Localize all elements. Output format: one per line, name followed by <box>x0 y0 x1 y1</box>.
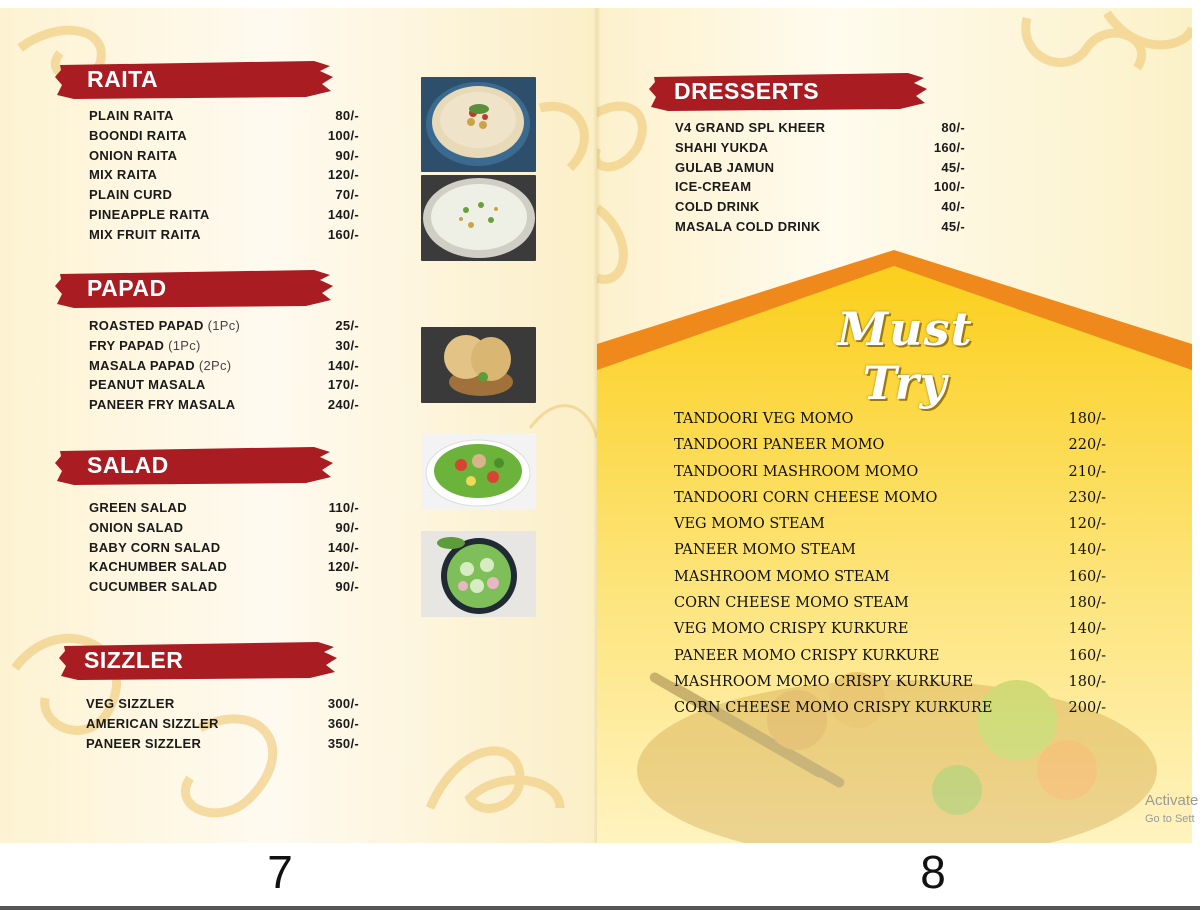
item-name: VEG SIZZLER <box>86 696 175 711</box>
item-price: 160/- <box>327 226 359 242</box>
item-name: VEG MOMO CRISPY KURKURE <box>674 621 909 638</box>
item-price: 140/- <box>1068 542 1106 559</box>
item-name: ONION RAITA <box>89 147 178 163</box>
item-name: BOONDI RAITA <box>89 127 187 143</box>
list-item <box>674 674 1106 700</box>
item-price: 220/- <box>1068 437 1106 454</box>
item-name: MASALA COLD DRINK <box>675 218 821 234</box>
section-banner-raita <box>54 57 334 101</box>
list-item <box>674 595 1106 621</box>
list-item <box>89 318 359 338</box>
papad-photo <box>421 327 536 403</box>
item-name: ICE-CREAM <box>675 179 752 195</box>
list-item <box>675 219 965 239</box>
item-name: PANEER MOMO CRISPY KURKURE <box>674 647 940 664</box>
list-item <box>674 490 1106 516</box>
list-item <box>674 700 1106 726</box>
section-banner-salad <box>54 443 334 487</box>
section-banner-papad <box>54 266 334 310</box>
item-price: 80/- <box>335 108 359 123</box>
item-name: BABY CORN SALAD <box>89 539 221 555</box>
item-price: 120/- <box>1068 516 1106 533</box>
section-banner-sizzler <box>58 638 338 682</box>
section-banner-desserts <box>648 69 928 113</box>
salad-list <box>89 500 359 599</box>
item-name: VEG MOMO STEAM <box>674 516 825 533</box>
item-name: MASHROOM MOMO STEAM <box>674 568 890 585</box>
item-name: MASALA PAPAD <box>89 357 195 373</box>
activation-watermark <box>1145 792 1198 828</box>
page-number-right: 8 <box>920 846 946 898</box>
list-item <box>674 648 1106 674</box>
list-item <box>674 621 1106 647</box>
item-name: TANDOORI PANEER MOMO <box>674 437 885 454</box>
desserts-list <box>675 120 965 239</box>
list-item <box>675 199 965 219</box>
item-quantity: (1Pc) <box>207 318 241 333</box>
item-price: 40/- <box>941 199 965 215</box>
item-name: PANEER SIZZLER <box>86 735 202 751</box>
item-price: 160/- <box>933 139 965 155</box>
item-price: 30/- <box>335 337 359 353</box>
item-quantity: (2Pc) <box>198 357 232 373</box>
must-try-title: Must Try <box>837 302 973 410</box>
list-item <box>89 108 359 128</box>
list-item <box>675 179 965 199</box>
item-price: 350/- <box>327 735 359 751</box>
item-price: 200/- <box>1068 700 1106 717</box>
item-price: 140/- <box>1068 621 1106 638</box>
list-item <box>89 148 359 168</box>
list-item <box>674 569 1106 595</box>
list-item <box>89 338 359 358</box>
item-name: ONION SALAD <box>89 519 184 535</box>
item-price: 100/- <box>327 127 359 143</box>
item-name: MIX FRUIT RAITA <box>89 226 201 242</box>
list-item <box>89 559 359 579</box>
item-price: 25/- <box>335 318 359 333</box>
item-name: PANEER MOMO STEAM <box>674 542 856 559</box>
raita-bowl-photo <box>421 77 536 172</box>
list-item <box>89 377 359 397</box>
cucumber-salad-photo <box>421 531 536 617</box>
section-title: PAPAD <box>87 275 167 301</box>
item-name: ROASTED PAPAD <box>89 318 204 333</box>
sizzler-list <box>86 696 359 755</box>
list-item <box>86 696 359 716</box>
item-name: GULAB JAMUN <box>675 159 775 175</box>
list-item <box>89 167 359 187</box>
boondi-raita-photo <box>421 175 536 261</box>
item-price: 120/- <box>327 167 359 183</box>
item-price: 360/- <box>327 715 359 731</box>
item-price: 45/- <box>941 218 965 234</box>
item-price: 180/- <box>1068 673 1106 690</box>
item-name: V4 GRAND SPL KHEER <box>675 120 826 135</box>
item-name: CORN CHEESE MOMO STEAM <box>674 595 909 612</box>
item-price: 110/- <box>328 500 359 515</box>
list-item <box>89 397 359 417</box>
list-item <box>674 516 1106 542</box>
item-price: 230/- <box>1068 489 1106 506</box>
section-title: SALAD <box>87 452 169 478</box>
list-item <box>89 540 359 560</box>
list-item <box>89 227 359 247</box>
list-item <box>89 128 359 148</box>
list-item <box>89 520 359 540</box>
list-item <box>674 542 1106 568</box>
item-name: PANEER FRY MASALA <box>89 397 236 413</box>
item-price: 100/- <box>933 179 965 195</box>
section-title: SIZZLER <box>84 647 184 673</box>
list-item <box>674 437 1106 463</box>
item-name: CUCUMBER SALAD <box>89 579 218 595</box>
item-price: 70/- <box>335 187 359 203</box>
item-name: CORN CHEESE MOMO CRISPY KURKURE <box>674 700 993 717</box>
papad-list <box>89 318 359 417</box>
item-price: 180/- <box>1068 595 1106 612</box>
item-price: 240/- <box>327 397 359 413</box>
item-price: 160/- <box>1068 647 1106 664</box>
item-price: 140/- <box>327 206 359 222</box>
item-name: SHAHI YUKDA <box>675 139 769 155</box>
item-quantity: (1Pc) <box>168 337 201 353</box>
page-number-left: 7 <box>267 846 293 898</box>
item-name: COLD DRINK <box>675 199 760 215</box>
item-name: TANDOORI VEG MOMO <box>674 411 854 427</box>
list-item <box>89 358 359 378</box>
raita-list <box>89 108 359 247</box>
list-item <box>674 464 1106 490</box>
watermark-title: Activate <box>1145 792 1199 809</box>
item-price: 170/- <box>327 377 359 393</box>
item-name: PINEAPPLE RAITA <box>89 206 210 222</box>
watermark-subtitle: Go to Sett <box>1145 813 1195 825</box>
list-item <box>89 207 359 227</box>
section-title: RAITA <box>87 66 159 92</box>
item-price: 90/- <box>335 147 359 163</box>
item-price: 80/- <box>941 120 965 135</box>
item-name: GREEN SALAD <box>89 500 187 515</box>
item-price: 140/- <box>327 357 359 373</box>
item-price: 160/- <box>1068 568 1106 585</box>
list-item <box>89 500 359 520</box>
item-name: MIX RAITA <box>89 167 158 183</box>
item-name: FRY PAPAD <box>89 337 165 353</box>
item-name: KACHUMBER SALAD <box>89 559 228 575</box>
green-salad-photo <box>421 433 536 510</box>
list-item <box>86 736 359 756</box>
list-item <box>89 187 359 207</box>
section-title: DRESSERTS <box>674 78 820 104</box>
item-price: 90/- <box>335 579 359 595</box>
list-item <box>674 411 1106 437</box>
must-try-list <box>674 411 1106 727</box>
item-name: AMERICAN SIZZLER <box>86 715 219 731</box>
bottom-divider <box>0 906 1200 910</box>
item-price: 300/- <box>327 696 359 711</box>
list-item <box>86 716 359 736</box>
item-name: PEANUT MASALA <box>89 377 206 393</box>
list-item <box>675 140 965 160</box>
item-name: PLAIN CURD <box>89 187 173 203</box>
list-item <box>675 160 965 180</box>
item-price: 210/- <box>1068 463 1106 480</box>
item-price: 45/- <box>941 159 965 175</box>
item-price: 140/- <box>327 539 359 555</box>
item-price: 90/- <box>335 519 359 535</box>
item-price: 180/- <box>1068 411 1106 427</box>
item-price: 120/- <box>327 559 359 575</box>
item-name: TANDOORI CORN CHEESE MOMO <box>674 489 938 506</box>
item-name: MASHROOM MOMO CRISPY KURKURE <box>674 673 974 690</box>
list-item <box>675 120 965 140</box>
item-name: TANDOORI MASHROOM MOMO <box>674 463 919 480</box>
list-item <box>89 579 359 599</box>
item-name: PLAIN RAITA <box>89 108 174 123</box>
